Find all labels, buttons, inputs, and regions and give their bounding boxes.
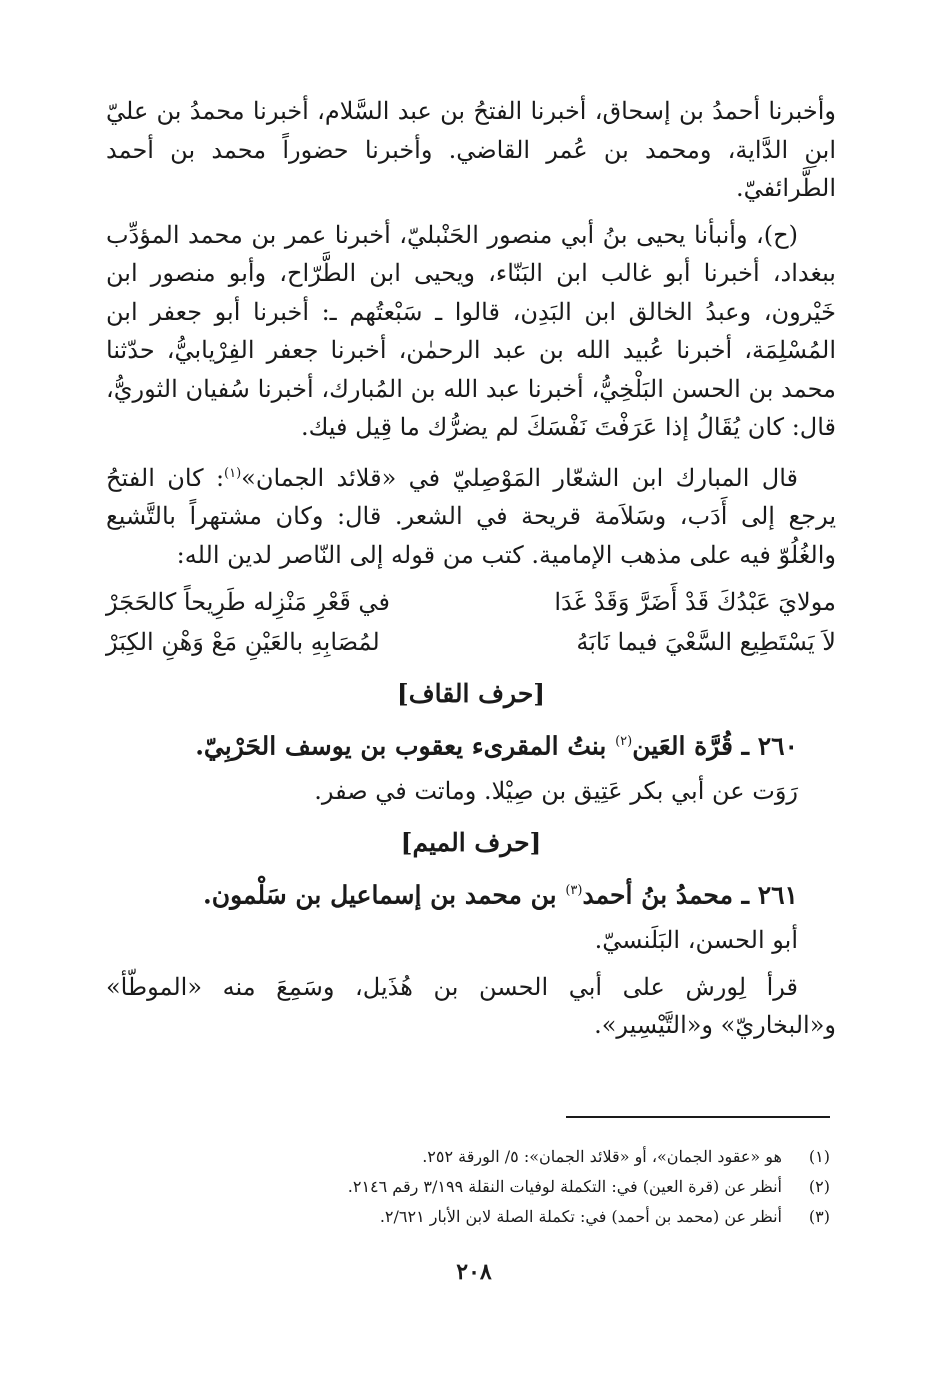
footnote-ref-1[interactable]: (١) xyxy=(224,465,242,481)
verse-2-hemistich-2: لمُصَابِهِ بالعَيْنِ مَعْ وَهْنِ الكِبَرْ xyxy=(106,628,380,656)
section-heading-meem: [حرف الميم] xyxy=(400,827,542,857)
verse-1-hemistich-2: في قَعْرِ مَنْزِله طَرِيحاً كالحَجَرْ xyxy=(106,588,390,616)
page-number: ٢٠٨ xyxy=(456,1259,492,1285)
paragraph-3 xyxy=(106,455,836,575)
footnote-2 xyxy=(106,1172,830,1202)
footnote-text: أنظر عن (محمد بن أحمد) في: تكملة الصلة لابن الأبار ٢/٦٢١. xyxy=(379,1207,782,1226)
verse-1-hemistich-1: مولايَ عَبْدُكَ قَدْ أَضَرَّ وَقَدْ غَدَا xyxy=(554,588,836,616)
footnote-number: (١) xyxy=(808,1147,830,1166)
footnote-ref-3[interactable]: (٣) xyxy=(565,882,583,898)
footnote-1 xyxy=(106,1142,830,1172)
verse-2-hemistich-1: لاَ يَسْتَطِيع السَّعْيَ فيما نَابَهُ xyxy=(576,628,836,656)
paragraph-3-start: قال المبارك ابن الشعّار المَوْصِليّ في «قلائد الجمان» xyxy=(241,463,798,492)
entry-261-text: قرأ لِورش على أبي الحسن بن هُذَيل، وسَمِعَ منه «الموطّأ» و«البخاريّ» و«التَّيْسِير». xyxy=(106,972,836,1040)
footnote-text: أنظر عن (قرة العين) في: التكملة لوفيات النقلة ٣/١٩٩ رقم ٢١٤٦. xyxy=(347,1177,782,1196)
verse-line-2 xyxy=(106,622,836,662)
entry-261-lineage: بن محمد بن إسماعيل بن سَلْمون. xyxy=(203,880,566,910)
entry-261-title xyxy=(106,871,836,915)
footnote-ref-2[interactable]: (٢) xyxy=(615,734,633,749)
paragraph-2: (ح)، وأنبأنا يحيى بنُ أبي منصور الحَنْبليّ، أخبرنا عمر بن محمد المؤدِّب ببغداد، أخبرنا أبو غالب ابن البَنّاء، ويحيى ابن الطَّرّاح، وأبو منصور ابن خَيْرون، وعبدُ الخالق ابن البَدِن، قالوا ـ سَبْعتُهم ـ: أخبرنا أبو جعفر ابن المُسْلِمَة، أخبرنا عُبيد الله بن عبد الرحمٰن، أخبرنا جعفر الفِرْيابيُّ، حدّثنا محمد بن الحسن البَلْخِيُّ، أخبرنا عبد الله بن المُبارك، أخبرنا سُفيان الثوريُّ، قال: كان يُقَالُ إذا عَرَفْتَ نَفْسَكَ لم يضرُّك ما قِيل فيك. xyxy=(106,220,836,441)
entry-260-name: ٢٦٠ ـ قُرَّة العَين xyxy=(632,731,798,761)
paragraph-1: وأخبرنا أحمدُ بن إسحاق، أخبرنا الفتحُ بن عبد السَّلام، أخبرنا محمدُ بن عليّ ابنِ الدَّاية، ومحمد بن عُمر القاضي. وأخبرنا حضوراً محمد بن أحمد الطَّرائفيّ. xyxy=(106,97,836,202)
paragraph-3-end: : كان الفتحُ يرجع إلى أَدَب، وسَلاَمة قريحة في الشعر. قال: وكان مشتهراً بالتَّشيع والغُلُوّ فيه على مذهب الإمامية. كتب من قوله إلى النّاصر لدين الله: xyxy=(106,463,836,569)
entry-260-text: رَوَت عن أبي بكر عَتِيق بن صِيْلا. وماتت في صفر. xyxy=(314,777,798,806)
footnote-number: (٣) xyxy=(808,1207,830,1226)
footnote-number: (٢) xyxy=(808,1177,830,1196)
page-body xyxy=(106,92,836,1053)
entry-260-title xyxy=(106,722,836,766)
entry-261-kunya: أبو الحسن، البَلَنسيّ. xyxy=(594,926,798,955)
footnotes xyxy=(106,1142,830,1232)
verse-line-1 xyxy=(106,582,836,622)
entry-260-lineage: بنتُ المقرىء يعقوب بن يوسف الحَرْبِيّ. xyxy=(195,731,616,761)
footnote-3 xyxy=(106,1202,830,1232)
footnote-text: هو «عقود الجمان»، أو «قلائد الجمان»: ٥/ الورقة ٢٥٢. xyxy=(422,1147,782,1166)
footnote-divider xyxy=(566,1116,830,1118)
entry-261-name: ٢٦١ ـ محمدُ بنُ أحمد xyxy=(582,880,798,910)
section-heading-qaf: [حرف القاف] xyxy=(396,679,546,708)
